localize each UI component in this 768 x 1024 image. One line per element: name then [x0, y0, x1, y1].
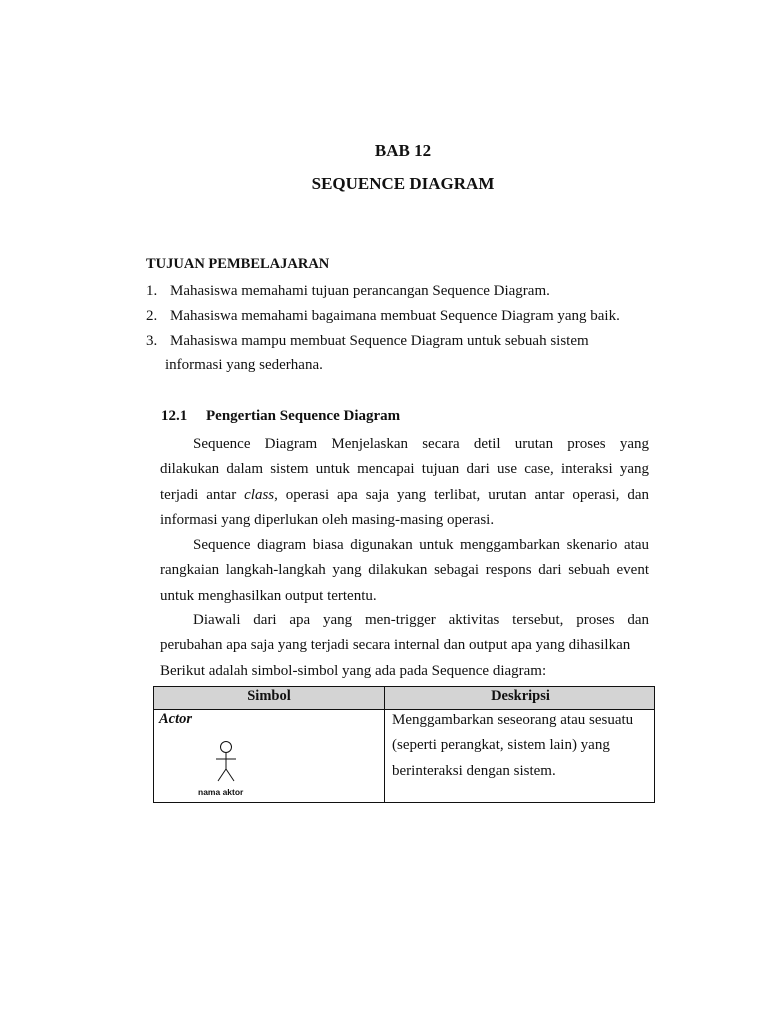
list-item-number: 3.: [146, 333, 158, 349]
objectives-heading: TUJUAN PEMBELAJARAN: [146, 256, 330, 272]
paragraph-line: [160, 483, 649, 508]
list-item-text: Mahasiswa mampu membuat Sequence Diagram untuk sebuah sistem: [170, 333, 589, 349]
paragraph-line: Diawali dari apa yang men-trigger aktivitas tersebut, proses dan: [193, 612, 649, 628]
paragraph: [160, 432, 649, 533]
symbol-table: [153, 686, 655, 803]
paragraph-line: perubahan apa saja yang terjadi secara internal dan output apa yang dihasilkan: [160, 637, 631, 654]
paragraph-line: informasi yang diperlukan oleh masing-masing operasi.: [160, 511, 495, 528]
paragraph-line: Sequence Diagram Menjelaskan secara detil urutan proses yang: [193, 436, 649, 452]
list-item: [146, 331, 666, 356]
chapter-number: BAB 12: [374, 141, 432, 160]
italic-term: class: [244, 486, 275, 503]
section-title: Pengertian Sequence Diagram: [206, 408, 401, 424]
chapter-title: SEQUENCE DIAGRAM: [311, 174, 495, 193]
header-description: Deskripsi: [491, 688, 550, 704]
list-item: [146, 281, 666, 306]
paragraph-line: Berikut adalah simbol-simbol yang ada pada Sequence diagram:: [160, 662, 547, 679]
list-item-text: Mahasiswa memahami bagaimana membuat Sequence Diagram yang baik.: [170, 308, 620, 324]
column-divider: [384, 687, 385, 802]
objectives-list: [146, 281, 666, 356]
description-line: (seperti perangkat, sistem lain) yang: [392, 737, 610, 754]
paragraph-text: , operasi apa saja yang terlibat, urutan antar operasi, dan: [274, 486, 649, 503]
paragraph-line: dilakukan dalam sistem untuk mencapai tujuan dari use case, interaksi yang: [160, 461, 649, 478]
table-header: [154, 687, 654, 710]
description-line: berinteraksi dengan sistem.: [392, 762, 556, 779]
paragraph-line: rangkaian langkah-langkah yang dilakukan sebagai respons dari sebuah event: [160, 562, 649, 579]
paragraph-line: untuk menghasilkan output tertentu.: [160, 587, 377, 604]
paragraph-line: Sequence diagram biasa digunakan untuk menggambarkan skenario atau: [193, 537, 649, 553]
list-item: [146, 306, 666, 331]
list-item-number: 1.: [146, 283, 158, 299]
paragraph: [160, 608, 649, 684]
section-number: 12.1: [161, 408, 188, 424]
list-item-continuation: informasi yang sederhana.: [165, 357, 323, 373]
actor-description: [392, 708, 654, 784]
header-symbol: Simbol: [247, 688, 291, 704]
actor-stick-figure-icon: [214, 741, 238, 785]
paragraph-text: terjadi antar: [160, 486, 245, 503]
list-item-text: Mahasiswa memahami tujuan perancangan Sequence Diagram.: [170, 283, 550, 299]
paragraph: [160, 533, 649, 609]
actor-caption: nama aktor: [198, 787, 244, 797]
actor-label: Actor: [159, 711, 193, 727]
description-line: Menggambarkan seseorang atau sesuatu: [392, 712, 634, 728]
list-item-number: 2.: [146, 308, 158, 324]
